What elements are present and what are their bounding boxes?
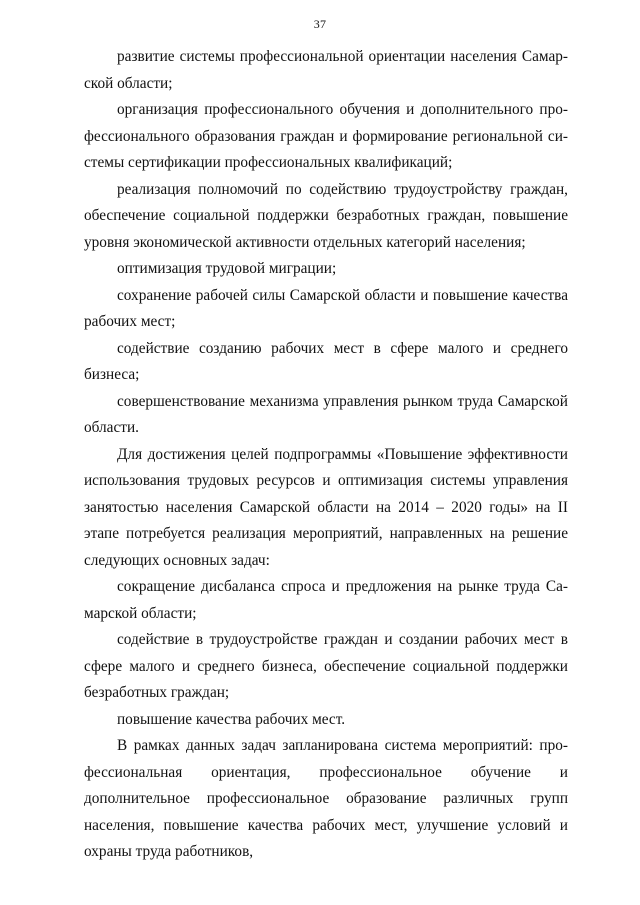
document-body: [84, 44, 568, 866]
paragraph: сокращение дисбаланса спроса и предложения на рынке труда Самарской области;: [84, 578, 568, 622]
paragraph: Для достижения целей подпрограммы «Повышение эффективности использования трудовых ресурсов и оптимизация системы управления занятостью населения Самарской области на 2014 – 2020 годы» на II этапе потребуется реализация мероприятий, направленных на решение следующих основных задач:: [84, 445, 568, 569]
paragraph: организация профессионального обучения и дополнительного профессионального образования граждан и формирование региональной системы сертификации профессиональных квалификаций;: [84, 101, 568, 171]
paragraph: содействие созданию рабочих мест в сфере малого и среднего бизнеса;: [84, 339, 568, 383]
paragraph: В рамках данных задач запланирована система мероприятий: профессиональная ориентация, профессиональное обучение и дополнительное профессиональное образование различных групп населения, повышение качества рабочих мест, улучшение условий и охраны труда работников,: [84, 737, 568, 860]
paragraph: развитие системы профессиональной ориентации населения Самарской области;: [84, 48, 568, 92]
paragraph: повышение качества рабочих мест.: [117, 710, 346, 728]
paragraph: содействие в трудоустройстве граждан и создании рабочих мест в сфере малого и среднего бизнеса, обеспечение социальной поддержки безработных граждан;: [84, 631, 568, 701]
paragraph: сохранение рабочей силы Самарской области и повышение качества рабочих мест;: [84, 286, 568, 330]
page-number: 37: [313, 17, 327, 31]
paragraph: оптимизация трудовой миграции;: [117, 260, 337, 277]
paragraph: реализация полномочий по содействию трудоустройству граждан, обеспечение социальной поддержки безработных граждан, повышение уровня экономической активности отдельных категорий населения;: [84, 180, 568, 251]
paragraph: совершенствование механизма управления рынком труда Самарской области.: [84, 392, 568, 436]
